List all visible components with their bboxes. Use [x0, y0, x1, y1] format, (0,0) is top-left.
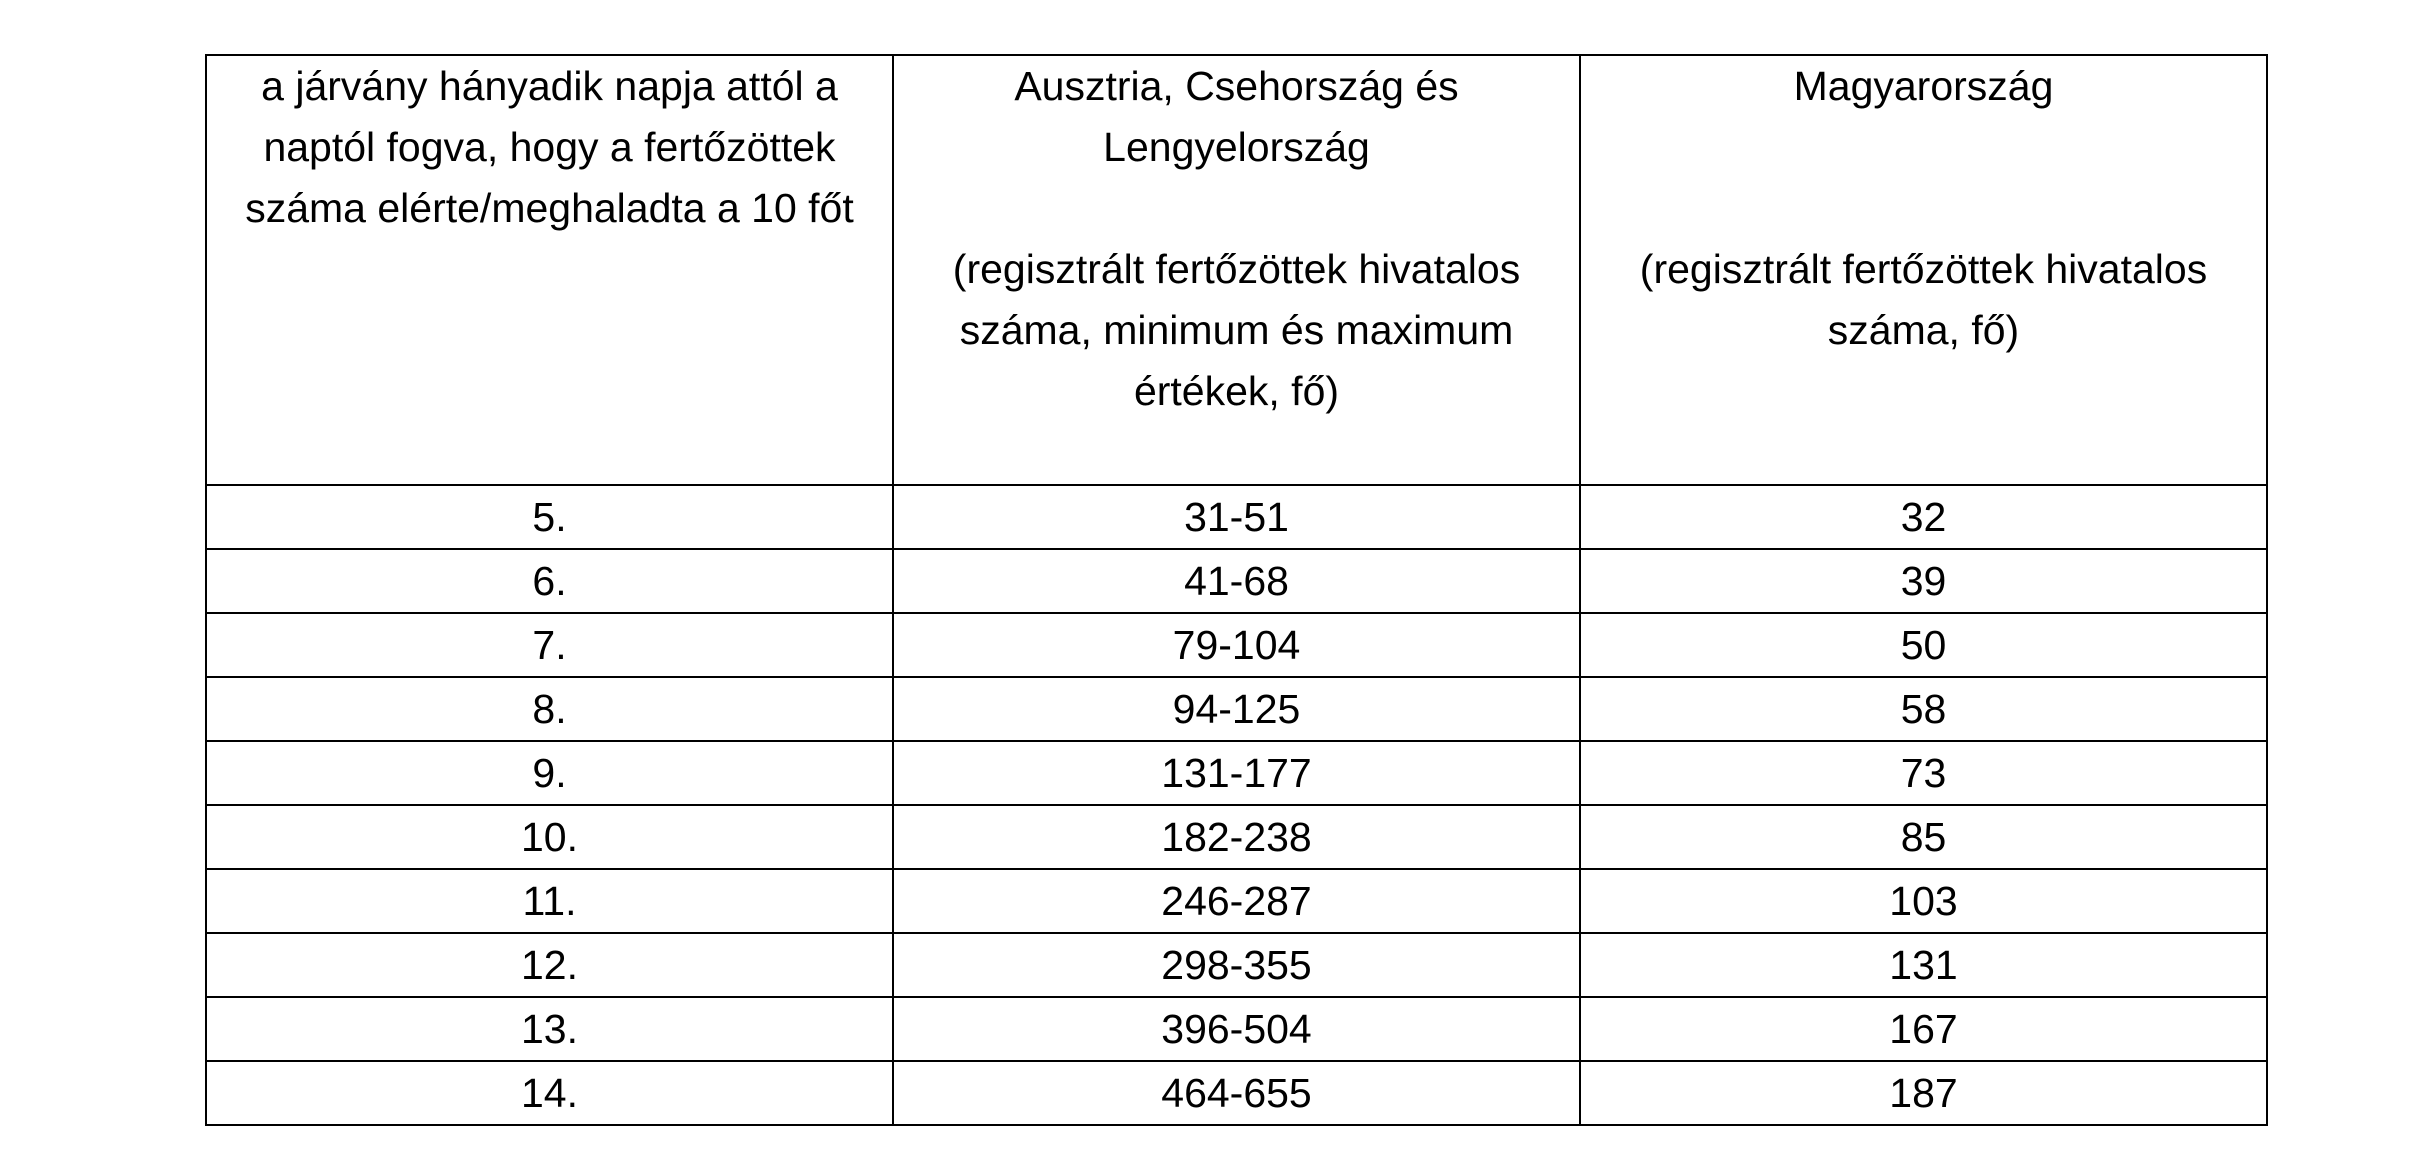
cell-day: 11.: [206, 869, 893, 933]
cell-hungary-count: 32: [1580, 485, 2267, 549]
header-hungary-title: Magyarország: [1793, 63, 2054, 109]
cell-day: 13.: [206, 997, 893, 1061]
cell-day: 6.: [206, 549, 893, 613]
cell-hungary-count: 167: [1580, 997, 2267, 1061]
table-row: [206, 741, 2267, 805]
cell-neighbours-range: 31-51: [893, 485, 1580, 549]
table-row: [206, 805, 2267, 869]
table-row: [206, 869, 2267, 933]
header-neighbours-subtitle: (regisztrált fertőzöttek hivatalos száma, minimum és maximum értékek, fő): [952, 246, 1521, 414]
table-row: [206, 677, 2267, 741]
cell-neighbours-range: 182-238: [893, 805, 1580, 869]
table-row: [206, 485, 2267, 549]
header-row: [206, 55, 2267, 485]
cell-day: 10.: [206, 805, 893, 869]
cell-neighbours-range: 464-655: [893, 1061, 1580, 1125]
cell-hungary-count: 39: [1580, 549, 2267, 613]
cell-hungary-count: 50: [1580, 613, 2267, 677]
cell-hungary-count: 73: [1580, 741, 2267, 805]
cell-neighbours-range: 298-355: [893, 933, 1580, 997]
cell-neighbours-range: 79-104: [893, 613, 1580, 677]
header-neighbours-title: Ausztria, Csehország és Lengyelország: [1014, 63, 1459, 170]
cell-day: 12.: [206, 933, 893, 997]
data-table: [205, 54, 2268, 1126]
cell-neighbours-range: 41-68: [893, 549, 1580, 613]
header-hungary-subtitle: (regisztrált fertőzöttek hivatalos száma, fő): [1639, 246, 2208, 353]
table-row: [206, 1061, 2267, 1125]
header-neighbours: [893, 55, 1580, 485]
header-hungary: [1580, 55, 2267, 485]
cell-day: 7.: [206, 613, 893, 677]
cell-neighbours-range: 396-504: [893, 997, 1580, 1061]
cell-hungary-count: 58: [1580, 677, 2267, 741]
cell-hungary-count: 103: [1580, 869, 2267, 933]
cell-day: 14.: [206, 1061, 893, 1125]
cell-hungary-count: 85: [1580, 805, 2267, 869]
header-day: [206, 55, 893, 485]
cell-day: 8.: [206, 677, 893, 741]
table-row: [206, 933, 2267, 997]
cell-neighbours-range: 246-287: [893, 869, 1580, 933]
cell-neighbours-range: 94-125: [893, 677, 1580, 741]
table-row: [206, 549, 2267, 613]
table-body: [206, 485, 2267, 1125]
cell-hungary-count: 131: [1580, 933, 2267, 997]
cell-day: 9.: [206, 741, 893, 805]
cell-day: 5.: [206, 485, 893, 549]
cell-hungary-count: 187: [1580, 1061, 2267, 1125]
table-row: [206, 613, 2267, 677]
header-day-title: a járvány hányadik napja attól a naptól fogva, hogy a fertőzöttek száma elérte/meghaladta a 10 főt: [245, 63, 854, 231]
table-row: [206, 997, 2267, 1061]
cell-neighbours-range: 131-177: [893, 741, 1580, 805]
